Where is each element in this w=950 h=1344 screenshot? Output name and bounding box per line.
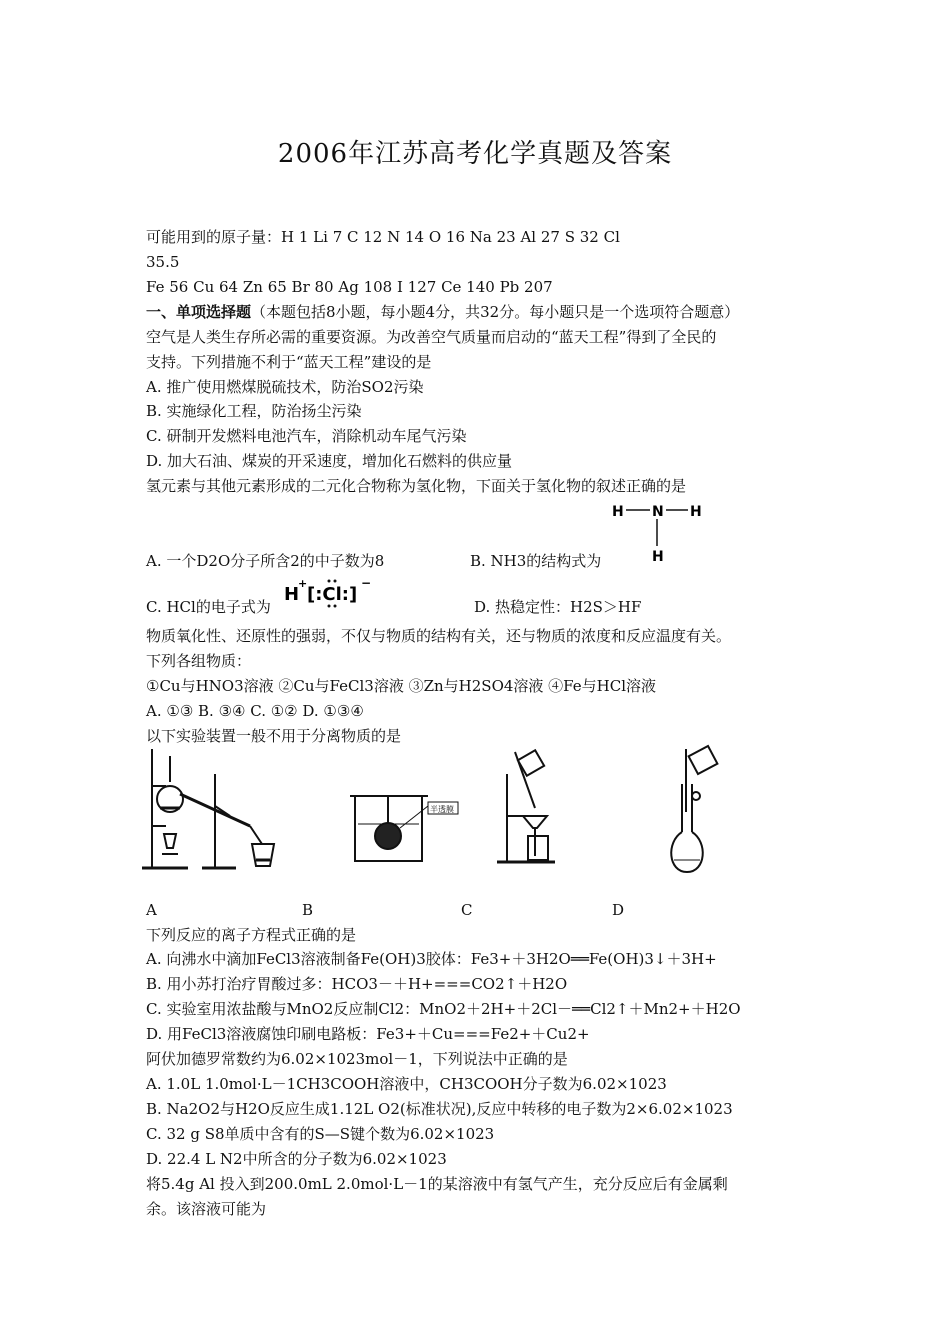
q3-options: A. ①③ B. ③④ C. ①② D. ①③④	[146, 702, 364, 720]
q2-option-a: A. 一个D2O分子所含2的中子数为8	[146, 552, 385, 570]
section-heading	[146, 302, 739, 322]
q7-stem-1: 将5.4g Al 投入到200.0mL 2.0mol·L－1的某溶液中有氢气产生，充分反应后有金属剩	[146, 1175, 728, 1193]
hcl-minus: −	[361, 576, 372, 590]
hcl-plus: +	[298, 577, 308, 590]
q5-option-a: A. 向沸水中滴加FeCl3溶液制备Fe(OH)3胶体：Fe3+＋3H2O══Fe(OH)3↓＋3H+	[146, 950, 717, 968]
apparatus-a-distillation	[140, 744, 290, 874]
q2-option-d: D. 热稳定性：H2S＞HF	[474, 598, 642, 616]
hcl-dot	[334, 580, 337, 583]
hcl-h: H	[284, 584, 300, 605]
q5-option-c: C. 实验室用浓盐酸与MnO2反应制Cl2：MnO2＋2H+＋2Cl－══Cl2↑＋Mn2+＋H2O	[146, 1000, 741, 1018]
apparatus-d-volumetric-flask	[660, 744, 730, 879]
page-title: 2006年江苏高考化学真题及答案	[277, 139, 673, 169]
nh3-n: N	[652, 504, 664, 520]
q1-option-d: D. 加大石油、煤炭的开采速度，增加化石燃料的供应量	[146, 452, 513, 470]
q1-option-c: C. 研制开发燃料电池汽车，消除机动车尾气污染	[146, 427, 467, 445]
q5-stem: 下列反应的离子方程式正确的是	[146, 926, 357, 944]
hcl-dot	[328, 580, 331, 583]
q2-option-b: B. NH3的结构式为	[470, 552, 602, 570]
hcl-dot	[328, 605, 331, 608]
q3-groups: ①Cu与HNO3溶液 ②Cu与FeCl3溶液 ③Zn与H2SO4溶液 ④Fe与HCl溶液	[146, 677, 657, 695]
q6-option-c: C. 32 g S8单质中含有的S—S键个数为6.02×1023	[146, 1125, 495, 1143]
q6-stem: 阿伏加德罗常数约为6.02×1023mol－1，下列说法中正确的是	[146, 1050, 568, 1068]
section-title: 一、单项选择题	[146, 303, 252, 321]
q7-stem-2: 余。该溶液可能为	[146, 1200, 267, 1218]
membrane-label: 半透膜	[430, 805, 454, 814]
q5-option-b: B. 用小苏打治疗胃酸过多：HCO3－＋H+===CO2↑＋H2O	[146, 975, 568, 993]
atomic-mass-line-1b: 35.5	[146, 253, 180, 271]
q3-stem-2: 下列各组物质：	[146, 652, 252, 670]
q1-option-a: A. 推广使用燃煤脱硫技术，防治SO2污染	[146, 378, 424, 396]
atomic-mass-line-2: Fe 56 Cu 64 Zn 65 Br 80 Ag 108 I 127 Ce 140 Pb 207	[146, 278, 553, 296]
q6-option-b: B. Na2O2与H2O反应生成1.12L O2(标准状况),反应中转移的电子数为2×6.02×1023	[146, 1100, 733, 1118]
q1-stem-1: 空气是人类生存所必需的重要资源。为改善空气质量而启动的“蓝天工程”得到了全民的	[146, 328, 717, 346]
apparatus-label-a: A	[146, 901, 157, 919]
q4-stem: 以下实验装置一般不用于分离物质的是	[146, 727, 402, 745]
section-note: （本题包括8小题，每小题4分，共32分。每小题只是一个选项符合题意）	[251, 303, 740, 321]
apparatus-c-filtration	[495, 744, 575, 869]
nh3-h-bottom: H	[652, 549, 664, 565]
q3-stem-1: 物质氧化性、还原性的强弱，不仅与物质的结构有关，还与物质的浓度和反应温度有关。	[146, 627, 732, 645]
q2-option-c: C. HCl的电子式为	[146, 598, 271, 616]
hcl-electron-formula	[283, 574, 373, 614]
q1-option-b: B. 实施绿化工程，防治扬尘污染	[146, 402, 362, 420]
nh3-structure-diagram	[606, 500, 716, 566]
apparatus-label-c: C	[461, 901, 473, 919]
atomic-mass-line-1: 可能用到的原子量：H 1 Li 7 C 12 N 14 O 16 Na 23 Al 27 S 32 Cl	[146, 228, 620, 246]
q2-stem: 氢元素与其他元素形成的二元化合物称为氢化物，下面关于氢化物的叙述正确的是	[146, 477, 687, 495]
q5-option-d: D. 用FeCl3溶液腐蚀印刷电路板：Fe3+＋Cu===Fe2+＋Cu2+	[146, 1025, 590, 1043]
nh3-h-left: H	[612, 504, 624, 520]
hcl-cl: [:Cl:]	[307, 584, 358, 605]
q1-stem-2: 支持。下列措施不利于“蓝天工程”建设的是	[146, 353, 432, 371]
nh3-h-right: H	[690, 504, 702, 520]
apparatus-label-b: B	[302, 901, 314, 919]
q6-option-d: D. 22.4 L N2中所含的分子数为6.02×1023	[146, 1150, 447, 1168]
apparatus-b-dialysis	[340, 776, 470, 866]
apparatus-label-d: D	[612, 901, 625, 919]
hcl-dot	[334, 605, 337, 608]
q6-option-a: A. 1.0L 1.0mol·L－1CH3COOH溶液中，CH3COOH分子数为6.02×1023	[146, 1075, 667, 1093]
